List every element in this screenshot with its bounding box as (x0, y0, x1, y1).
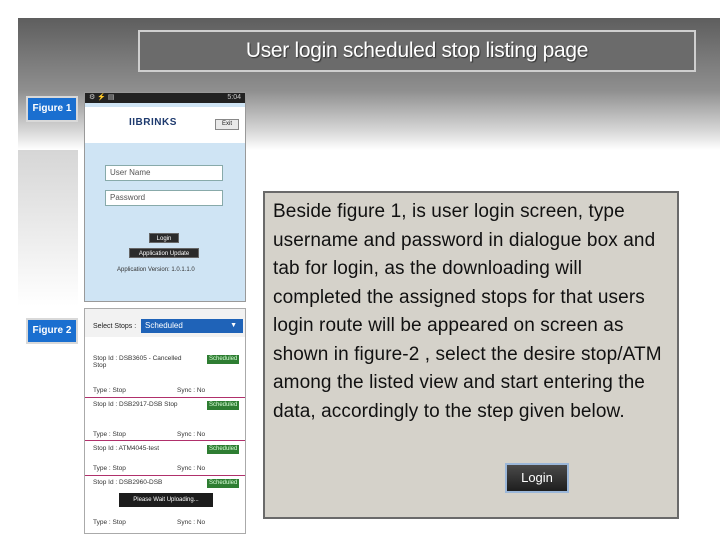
left-shade (18, 150, 78, 540)
stop-sync: Sync : No (177, 519, 206, 526)
version-text: Application Version: 1.0.1.1.0 (117, 267, 195, 273)
brand-bar (85, 107, 245, 143)
figure-1-label: Figure 1 (26, 96, 78, 122)
stop-sync: Sync : No (177, 465, 206, 472)
stop-filter-value: Scheduled (145, 321, 183, 330)
application-update-button[interactable]: Application Update (129, 248, 199, 258)
stop-id: Stop Id : DSB2960-DSB (93, 479, 163, 486)
password-field[interactable]: Password (105, 190, 223, 206)
exit-button[interactable]: Exit (215, 119, 239, 130)
select-stops-row (85, 309, 246, 337)
stop-id: Stop Id : DSB2917-DSB Stop (93, 401, 178, 408)
row-divider (85, 475, 246, 476)
status-badge: Scheduled (209, 480, 238, 486)
row-divider (85, 440, 246, 441)
stop-sync: Sync : No (177, 387, 206, 394)
status-time: 5:04 (227, 94, 241, 101)
stop-list-screen (84, 308, 246, 534)
select-stops-label: Select Stops : (93, 323, 137, 330)
login-button-image: Login (505, 463, 569, 493)
row-divider (85, 397, 246, 398)
stop-type: Type : Stop (93, 431, 126, 438)
dropdown-arrow-icon: ▼ (230, 322, 237, 329)
stop-type: Type : Stop (93, 465, 126, 472)
uploading-toast: Please Wait Uploading... (119, 493, 213, 507)
figure-2-label: Figure 2 (26, 318, 78, 344)
stop-sync: Sync : No (177, 431, 206, 438)
stop-id: Stop Id : DSB3605 - Cancelled Stop (93, 355, 182, 369)
description-box (263, 191, 679, 519)
username-field[interactable]: User Name (105, 165, 223, 181)
stop-filter-dropdown[interactable] (141, 319, 243, 333)
status-icons: ⚙ ⚡ ▤ (89, 94, 115, 101)
description-text: Beside figure 1, is user login screen, type username and password in dialogue box and tab for login, as the downloading will completed the assigned stops for that users login route will be appeared on screen as shown in figure-2 , select the desire stop/ATM among the listed view and start entering the data, accordingly to the step given below. (273, 201, 662, 422)
status-badge: Scheduled (209, 446, 238, 452)
status-badge: Scheduled (209, 356, 238, 362)
stop-id: Stop Id : ATM4045-test (93, 445, 159, 452)
stop-type: Type : Stop (93, 519, 126, 526)
status-badge: Scheduled (209, 402, 238, 408)
login-button[interactable]: Login (149, 233, 179, 243)
stop-type: Type : Stop (93, 387, 126, 394)
brinks-logo: IIBRINKS (129, 117, 177, 128)
status-bar (85, 93, 245, 103)
login-screen (84, 92, 246, 302)
page-title: User login scheduled stop listing page (138, 30, 696, 72)
